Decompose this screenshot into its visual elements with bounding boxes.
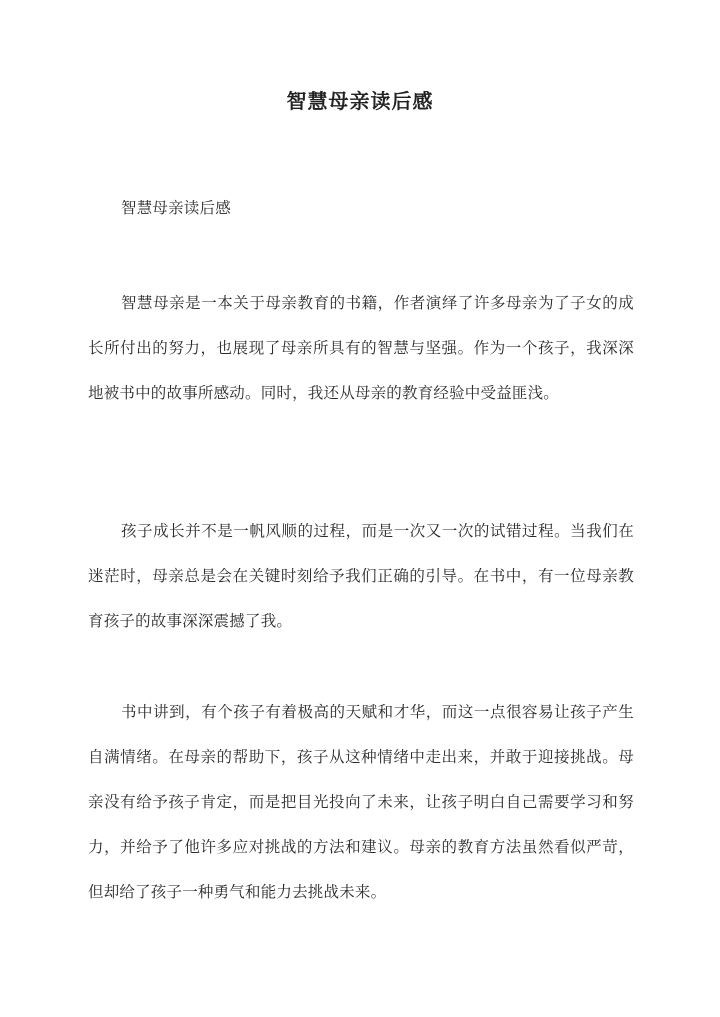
paragraph: 孩子成长并不是一帆风顺的过程，而是一次又一次的试错过程。当我们在迷茫时，母亲总是会在关键时刻给予我们正确的引导。在书中，有一位母亲教育孩子的故事深深震撼了我。 xyxy=(88,522,634,630)
document-subtitle: 智慧母亲读后感 xyxy=(121,199,231,217)
document-title: 智慧母亲读后感 xyxy=(286,89,434,113)
paragraph: 智慧母亲是一本关于母亲教育的书籍，作者演绎了许多母亲为了子女的成长所付出的努力，也展现了母亲所具有的智慧与坚强。作为一个孩子，我深深地被书中的故事所感动。同时，我还从母亲的教育经验中受益匪浅。 xyxy=(88,294,634,402)
paragraph: 书中讲到，有个孩子有着极高的天赋和才华，而这一点很容易让孩子产生自满情绪。在母亲的帮助下，孩子从这种情绪中走出来，并敢于迎接挑战。母亲没有给予孩子肯定，而是把目光投向了未来，让孩子明白自己需要学习和努力，并给予了他许多应对挑战的方法和建议。母亲的教育方法虽然看似严苛，但却给了孩子一种勇气和能力去挑战未来。 xyxy=(88,703,634,901)
